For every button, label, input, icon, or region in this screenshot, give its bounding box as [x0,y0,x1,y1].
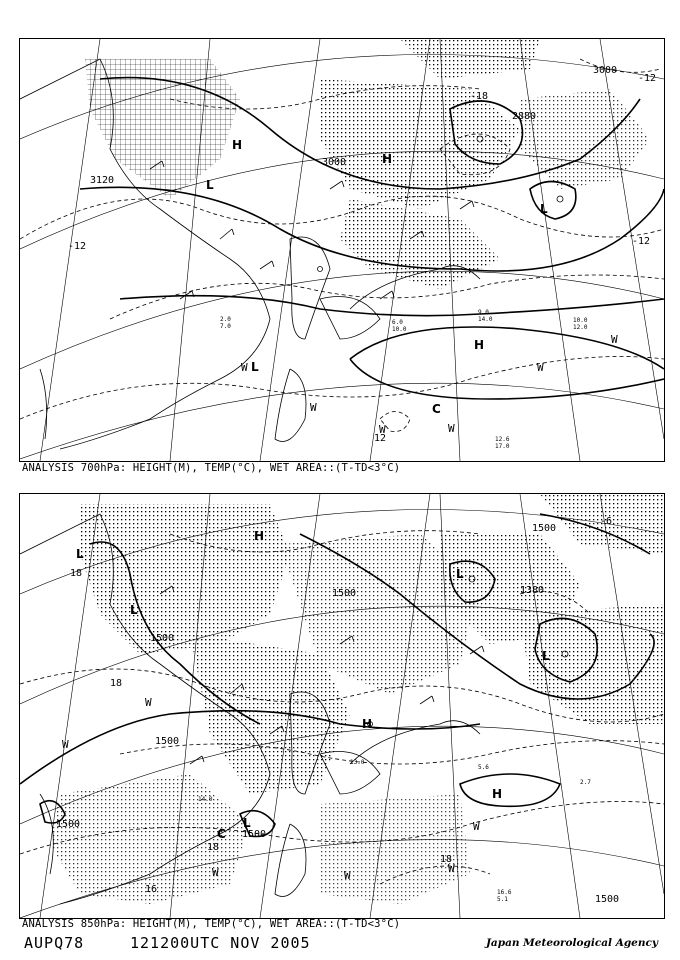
wind-barb-icon [220,229,234,239]
height-label: 1500 [242,829,267,840]
wind-barb-icon [420,696,434,704]
height-label: 1500 [150,633,175,644]
temp-label: 16 [145,884,158,895]
station-value: 17.0 [495,443,510,450]
agency-name: Japan Meteorological Agency [485,937,658,949]
station-value: 7.0 [220,323,231,330]
station-value: 6.0 [392,319,403,326]
cold-center: C [217,827,226,841]
station-value: 13.0 [350,759,365,766]
cold-center: C [432,402,441,416]
map-panel-850hpa [19,493,665,919]
warm-mark: W [145,696,152,709]
temp-label: -18 [470,91,489,102]
high-center: H [232,138,243,152]
temp-label: 18 [70,568,83,579]
station-value: 12.6 [495,436,510,443]
warm-mark: W [448,862,455,875]
map-canvas-850hpa [20,494,664,918]
warm-mark: W [611,333,618,346]
height-label: 3000 [593,65,618,76]
height-label: 1500 [595,894,620,905]
wind-barb-icon [330,181,344,189]
temp-label: 18 [440,854,453,865]
temp-label: 12 [374,433,387,444]
height-label: 1500 [56,819,81,830]
panel-caption-700hpa: ANALYSIS 700hPa: HEIGHT(M), TEMP(°C), WET AREA::(T-TD<3°C) [22,462,401,474]
low-center: L [456,567,464,581]
low-center: L [76,547,84,561]
station-model-icon [318,267,323,272]
high-center: H [362,717,373,731]
map-panel-700hpa [19,38,665,462]
temp-label: -12 [632,236,651,247]
low-center: L [243,816,251,830]
warm-mark: W [473,820,480,833]
station-value: 2.7 [580,779,591,786]
height-label: 3120 [90,175,115,186]
wind-barb-icon [460,201,474,209]
temp-label: 18 [207,842,220,853]
warm-mark: W [241,361,248,374]
station-value: 10.0 [392,326,407,333]
high-center: H [492,787,503,801]
low-center: L [206,178,214,192]
warm-mark: W [310,401,317,414]
warm-mark: W [62,738,69,751]
temp-label: -12 [68,241,87,252]
low-center: L [540,202,548,216]
temp-label: -12 [638,73,657,84]
warm-mark: W [212,866,219,879]
station-value: 2.0 [220,316,231,323]
high-center: H [382,152,393,166]
low-center: L [251,360,259,374]
station-value: 14.0 [478,316,493,323]
station-value: 5.6 [478,764,489,771]
height-label: 1380 [520,585,545,596]
temp-label: 18 [110,678,123,689]
map-canvas-700hpa [20,39,664,461]
station-value: 10.0 [573,317,588,324]
low-center: L [130,603,138,617]
station-value: 12.0 [573,324,588,331]
station-value: 9.0 [478,309,489,316]
station-model-icon [557,196,563,202]
station-value: 16.6 [497,889,512,896]
warm-mark: W [537,361,544,374]
low-center: L [542,649,550,663]
station-value: 5.1 [497,896,508,903]
wind-marks [241,333,618,436]
valid-time: 121200UTC NOV 2005 [130,934,311,952]
warm-mark: W [448,422,455,435]
height-label: 1500 [155,736,180,747]
product-id: AUPQ78 [24,934,85,952]
height-label: 3000 [322,157,347,168]
station-value: 14.0 [198,796,213,803]
panel-caption-850hpa: ANALYSIS 850hPa: HEIGHT(M), TEMP(°C), WET AREA::(T-TD<3°C) [22,918,401,930]
temp-label: -6 [600,516,613,527]
high-center: H [254,529,265,543]
warm-mark: W [379,423,386,436]
height-label: 1500 [332,588,357,599]
height-label: 1500 [532,523,557,534]
height-label: 2880 [512,111,537,122]
warm-mark: W [344,869,351,882]
wind-barb-icon [260,261,274,269]
high-center: H [474,338,485,352]
